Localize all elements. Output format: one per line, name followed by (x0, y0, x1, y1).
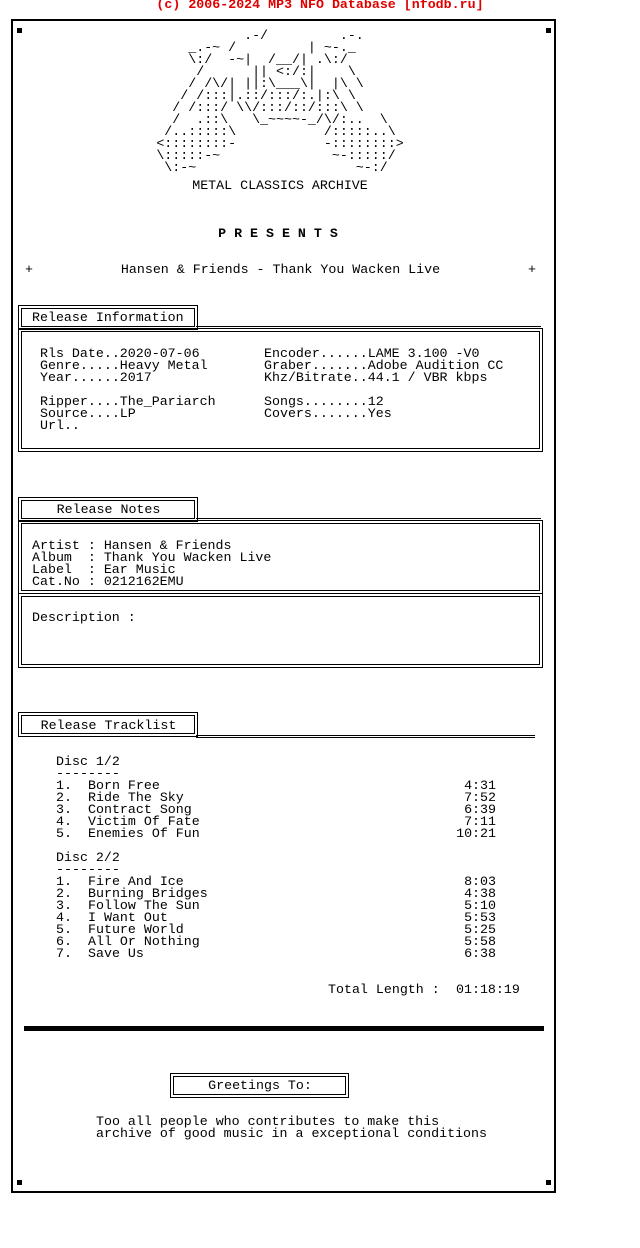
track-number: 6. (56, 934, 72, 949)
track-length: 5:25 (464, 922, 496, 937)
track-number: 3. (56, 898, 72, 913)
info-line: Songs........12 (264, 394, 384, 409)
info-line: Url.. (40, 418, 80, 433)
track-number: 2. (56, 790, 72, 805)
release-information-heading: Release Information (32, 310, 184, 325)
corner-square-icon (546, 1180, 551, 1185)
track-number: 5. (56, 922, 72, 937)
notes-line: Artist : Hansen & Friends (32, 538, 232, 553)
track-title: All Or Nothing (88, 934, 200, 949)
track-title: Victim Of Fate (88, 814, 200, 829)
notes-line: Label : Ear Music (32, 562, 176, 577)
track-title: Future World (88, 922, 184, 937)
track-number: 1. (56, 778, 72, 793)
logo-caption: METAL CLASSICS ARCHIVE (192, 178, 368, 193)
release-notes-heading: Release Notes (56, 502, 161, 517)
track-number: 2. (56, 886, 72, 901)
release-notes-description-box (18, 593, 543, 668)
track-title: Born Free (88, 778, 160, 793)
track-title: Ride The Sky (88, 790, 184, 805)
track-title: I Want Out (88, 910, 168, 925)
track-number: 4. (56, 910, 72, 925)
track-title: Enemies Of Fun (88, 826, 200, 841)
description-label: Description : (32, 610, 136, 625)
info-line: Khz/Bitrate..44.1 / VBR kbps (264, 370, 488, 385)
track-length: 5:53 (464, 910, 496, 925)
track-length: 5:10 (464, 898, 496, 913)
track-length: 10:21 (456, 826, 496, 841)
track-title: Contract Song (88, 802, 192, 817)
disc-underline: -------- (56, 766, 120, 781)
track-length: 6:38 (464, 946, 496, 961)
info-line: Genre.....Heavy Metal (40, 358, 208, 373)
total-length-label: Total Length : (328, 982, 440, 997)
track-length: 7:11 (464, 814, 496, 829)
track-title: Burning Bridges (88, 886, 208, 901)
info-line: Year......2017 (40, 370, 152, 385)
logo-ascii-art (0, 30, 560, 176)
tab-underline (196, 735, 535, 738)
greetings-line: Too all people who contributes to make this (96, 1114, 440, 1129)
release-information-left (40, 348, 216, 432)
info-line: Ripper....The_Pariarch (40, 394, 216, 409)
greetings-heading: Greetings To: (208, 1078, 312, 1093)
info-line: Encoder......LAME 3.100 -V0 (264, 346, 480, 361)
total-length-value: 01:18:19 (456, 982, 520, 997)
notes-line: Album : Thank You Wacken Live (32, 550, 272, 565)
release-notes-lines (32, 540, 271, 588)
corner-square-icon (17, 1180, 22, 1185)
track-number: 4. (56, 814, 72, 829)
track-length: 8:03 (464, 874, 496, 889)
bullet-right: + (528, 262, 536, 277)
info-line: Source....LP (40, 406, 136, 421)
track-length: 6:39 (464, 802, 496, 817)
release-title: Hansen & Friends - Thank You Wacken Live (120, 262, 441, 277)
track-number: 7. (56, 946, 72, 961)
track-number: 1. (56, 874, 72, 889)
track-title: Save Us (88, 946, 144, 961)
info-line: Graber.......Adobe Audition CC (264, 358, 504, 373)
greetings-text (96, 1116, 487, 1140)
disc-title: Disc 1/2 (56, 754, 120, 769)
track-number: 3. (56, 802, 72, 817)
track-number: 5. (56, 826, 72, 841)
track-title: Follow The Sun (88, 898, 200, 913)
greetings-line: archive of good music in a exceptional conditions (96, 1126, 487, 1141)
track-title: Fire And Ice (88, 874, 184, 889)
info-line: Covers.......Yes (264, 406, 392, 421)
track-length: 7:52 (464, 790, 496, 805)
disc-title: Disc 2/2 (56, 850, 120, 865)
disc-underline: -------- (56, 862, 120, 877)
copyright-banner: (c) 2006-2024 MP3 NFO Database [nfodb.ru] (156, 0, 484, 12)
thick-divider (24, 1026, 544, 1031)
bullet-left: + (25, 262, 33, 277)
info-line: Rls Date..2020-07-06 (40, 346, 200, 361)
track-length: 5:58 (464, 934, 496, 949)
notes-line: Cat.No : 0212162EMU (32, 574, 184, 589)
track-length: 4:38 (464, 886, 496, 901)
logo-art-lines: .-/ .-. _.-~ / | ~-._ \:/ -~| /__/| .\:/ / || <:/:| \ / /\/| ||:\___\| |\ \ / /:::|.::/:::/:.|:\ \ / /:::/ \\/:::/::/:::\ \ / .::\ \_~~~~-_/\/:.. \ /..:::::\ /:::::..\ <::::::::- -::::::::> \:::::-~ ~-:::::/ \:-~ ~-:/ (156, 28, 404, 175)
presents-heading: P R E S E N T S (218, 226, 338, 241)
track-length: 4:31 (464, 778, 496, 793)
track-row (56, 828, 516, 840)
track-row (56, 948, 516, 960)
release-information-right (264, 348, 503, 420)
release-tracklist-heading: Release Tracklist (40, 718, 177, 733)
